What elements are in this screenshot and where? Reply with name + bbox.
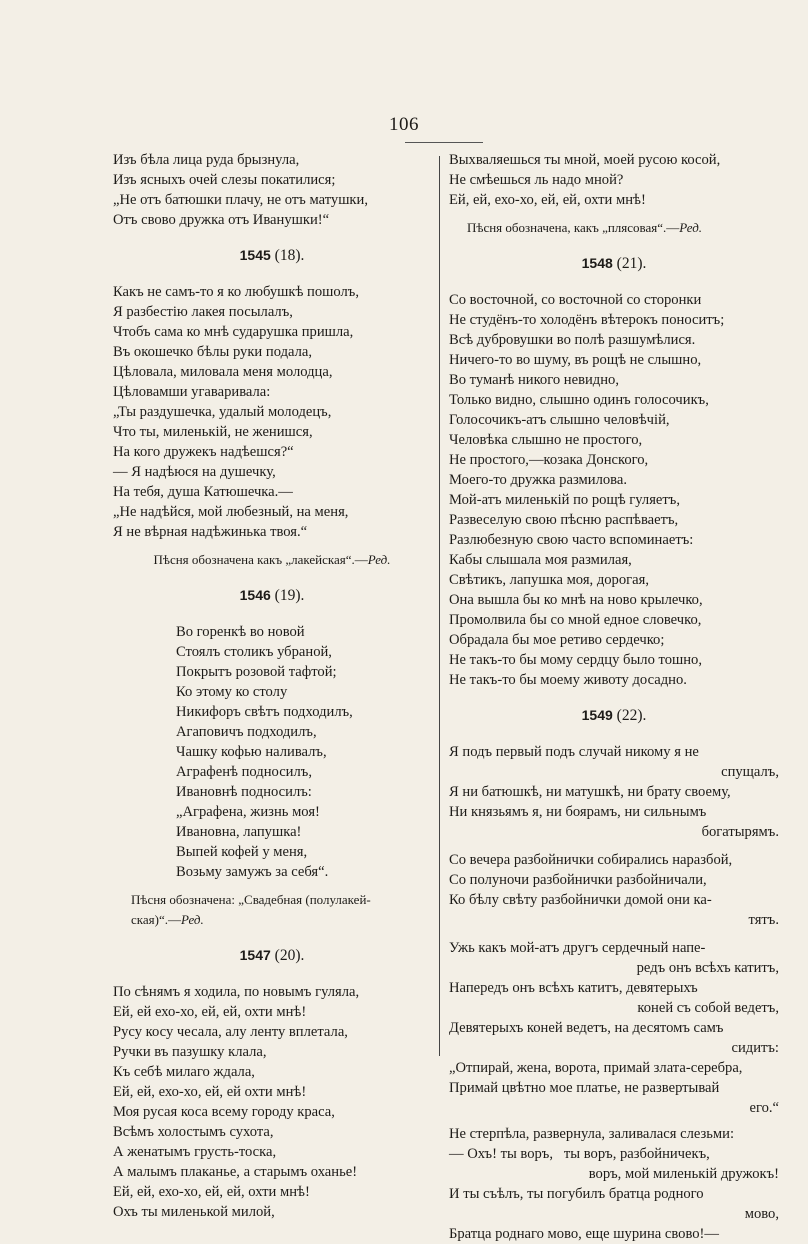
verse-line: Возьму замужъ за себя“. (176, 864, 329, 880)
verse-line: „Отпирай, жена, ворота, примай злата-серебра, (449, 1060, 743, 1076)
page-number: 106 (389, 114, 419, 135)
verse-line: Моя русая коса всему городу краса, (113, 1104, 335, 1120)
verse-line: „Аграфена, жизнь моя! (176, 804, 320, 820)
verse-line: Разлюбезную свою часто вспоминаетъ: (449, 532, 694, 548)
opening-lines (449, 150, 779, 210)
verse-line: Чашку кофью наливалъ, (176, 744, 327, 760)
note-text: Пѣсня обозначена, какъ „плясовая“.— (467, 220, 680, 235)
verse-line: Она вышла бы ко мнѣ на ново крылечко, (449, 592, 703, 608)
verse-line: „Не надѣйся, мой любезный, на меня, (113, 504, 349, 520)
verse-line: И ты съѣлъ, ты погубилъ братца родного (449, 1186, 704, 1202)
song-heading-1545 (113, 245, 431, 266)
verse-line: Напередъ онъ всѣхъ катитъ, девятерыхъ (449, 980, 698, 996)
verse-line: Всѣ дубровушки во полѣ разшумѣлися. (449, 332, 696, 348)
verse-line: Цѣловала, миловала меня молодца, (113, 364, 333, 380)
song-subnumber: (19). (274, 587, 305, 604)
verse-line-continuation: мово, (744, 1206, 779, 1222)
verse-line: Къ себѣ милаго ждала, (113, 1064, 255, 1080)
song-1549-text (449, 742, 779, 1244)
song-number: 1549 (581, 707, 613, 723)
verse-line: Ей, ей, ехо-хо, ей, ей, охти мнѣ! (113, 1184, 310, 1200)
verse-line: Моего-то дружка размилова. (449, 472, 627, 488)
verse-line: Ни князьямъ я, ни боярамъ, ни сильнымъ (449, 804, 707, 820)
song-heading-1546 (113, 585, 431, 606)
verse-line: „Не отъ батюшки плачу, не отъ матушки, (113, 192, 368, 208)
song-subnumber: (20). (274, 947, 305, 964)
stanza (449, 742, 779, 842)
verse-line: Не простого,—козака Донского, (449, 452, 649, 468)
verse-line: Что ты, миленькій, не женишся, (113, 424, 313, 440)
song-number: 1547 (239, 947, 271, 963)
verse-line: Стоялъ столикъ убраной, (176, 644, 332, 660)
verse-line: Я ни батюшкѣ, ни матушкѣ, ни брату своему, (449, 784, 731, 800)
verse-line: А малымъ плаканье, а старымъ оханье! (113, 1164, 358, 1180)
song-1548-text (449, 290, 779, 690)
verse-line: А женатымъ грусть-тоска, (113, 1144, 277, 1160)
verse-line: Примай цвѣтно мое платье, не развертывай (449, 1080, 720, 1096)
song-number: 1545 (239, 247, 271, 263)
verse-line: Свѣтикъ, лапушка моя, дорогая, (449, 572, 649, 588)
editor-note (449, 218, 779, 238)
verse-line: Выпей кофей у меня, (176, 844, 308, 860)
verse-line: Обрадала бы мое ретиво сердечко; (449, 632, 665, 648)
verse-line: Аграфенѣ подносилъ, (176, 764, 312, 780)
song-subnumber: (22). (616, 707, 647, 724)
verse-line: Со полуночи разбойнички разбойничали, (449, 872, 707, 888)
verse-line: Я не вѣрная надѣжинька твоя.“ (113, 524, 308, 540)
song-subnumber: (18). (274, 247, 305, 264)
header-rule (405, 142, 483, 143)
verse-line-continuation: редъ онъ всѣхъ катитъ, (636, 960, 779, 976)
verse-line: Выхваляешься ты мной, моей русою косой, (449, 152, 721, 168)
verse-line: На кого дружекъ надѣешся?“ (113, 444, 294, 460)
verse-line: Не стерпѣла, развернула, заливалася слезьми: (449, 1126, 735, 1142)
verse-line: Ей, ей, ехо-хо, ей, ей, охти мнѣ! (449, 192, 646, 208)
verse-line-continuation: тятъ. (748, 912, 779, 928)
verse-line: — Охъ! ты воръ, ты воръ, разбойничекъ, (449, 1146, 710, 1162)
verse-line-continuation: богатырямъ. (701, 824, 779, 840)
verse-line: Чтобъ сама ко мнѣ сударушка пришла, (113, 324, 354, 340)
verse-line: Ужь какъ мой-атъ другъ сердечный напе- (449, 940, 706, 956)
verse-line: Отъ свово дружка отъ Иванушки!“ (113, 212, 330, 228)
verse-line: Я подъ первый подъ случай никому я не (449, 744, 699, 760)
verse-line: Голосочикъ-атъ слышно человѣчій, (449, 412, 670, 428)
verse-line: Во туманѣ никого невидно, (449, 372, 619, 388)
verse-line: Ей, ей ехо-хо, ей, ей, охти мнѣ! (113, 1004, 307, 1020)
verse-line: Ко бѣлу свѣту разбойнички домой они ка- (449, 892, 712, 908)
opening-lines (113, 150, 431, 230)
verse-line: Мой-атъ миленькій по рощѣ гуляетъ, (449, 492, 680, 508)
verse-line: Ивановнѣ подносилъ: (176, 784, 312, 800)
verse-line: Въ окошечко бѣлы руки подала, (113, 344, 313, 360)
verse-line: Не такъ-то бы мому сердцу было тошно, (449, 652, 702, 668)
stanza (449, 938, 779, 1118)
editor-abbrev: Ред. (367, 552, 391, 567)
verse-line: По сѣнямъ я ходила, по новымъ гуляла, (113, 984, 360, 1000)
verse-line: Только видно, слышно одинъ голосочикъ, (449, 392, 709, 408)
verse-line: Со вечера разбойнички собирались наразбой, (449, 852, 733, 868)
verse-line: „Ты раздушечка, удалый молодецъ, (113, 404, 332, 420)
verse-line: Промолвила бы со мной едное словечко, (449, 612, 702, 628)
verse-line: Человѣка слышно не простого, (449, 432, 643, 448)
note-text: Пѣсня обозначена какъ „лакейская“.— (153, 552, 368, 567)
column-divider (439, 156, 440, 1056)
song-1545-text (113, 282, 431, 542)
verse-line: Не смѣешься ль надо мной? (449, 172, 624, 188)
verse-line: Охъ ты миленькой милой, (113, 1204, 275, 1220)
verse-line: Покрытъ розовой тафтой; (176, 664, 337, 680)
verse-line: Не такъ-то бы моему животу досадно. (449, 672, 687, 688)
verse-line: На тебя, душа Катюшечка.— (113, 484, 293, 500)
song-heading-1548 (449, 253, 779, 274)
verse-line-continuation: спущалъ, (721, 764, 779, 780)
song-heading-1547 (113, 945, 431, 966)
verse-line: Я разбестію лакея посылалъ, (113, 304, 293, 320)
verse-line: Девятерыхъ коней ведетъ, на десятомъ самъ (449, 1020, 724, 1036)
song-number: 1548 (581, 255, 613, 271)
stanza (449, 1124, 779, 1244)
right-column (449, 150, 779, 1244)
left-column (113, 150, 431, 1222)
verse-line: Какъ не самъ-то я ко любушкѣ пошолъ, (113, 284, 359, 300)
verse-line: Всѣмъ холостымъ сухота, (113, 1124, 274, 1140)
verse-line: Никифоръ свѣтъ подходилъ, (176, 704, 353, 720)
verse-line: Развеселую свою пѣсню распѣваетъ, (449, 512, 679, 528)
editor-note (113, 890, 431, 930)
verse-line: Со восточной, со восточной со сторонки (449, 292, 702, 308)
verse-line: Ничего-то во шуму, въ рощѣ не слышно, (449, 352, 702, 368)
stanza (449, 850, 779, 930)
verse-line: Ивановна, лапушка! (176, 824, 302, 840)
verse-line: Во горенкѣ во новой (176, 624, 305, 640)
verse-line-continuation: воръ, мой миленькій дружокъ! (588, 1166, 779, 1182)
verse-line: Агаповичъ подходилъ, (176, 724, 317, 740)
verse-line: Не студёнъ-то холодёнъ вѣтерокъ поноситъ; (449, 312, 725, 328)
verse-line: — Я надѣюся на душечку, (113, 464, 276, 480)
verse-line-continuation: сидитъ: (731, 1040, 779, 1056)
note-text: ская)“.— (131, 912, 181, 927)
song-1546-text (113, 622, 431, 882)
editor-abbrev: Ред. (679, 220, 703, 235)
verse-line: Русу косу чесала, алу ленту вплетала, (113, 1024, 348, 1040)
verse-line-continuation: коней съ собой ведетъ, (637, 1000, 779, 1016)
verse-line: Цѣловамши угаваривала: (113, 384, 271, 400)
song-1547-text (113, 982, 431, 1222)
song-heading-1549 (449, 705, 779, 726)
verse-line: Ручки въ пазушку клала, (113, 1044, 267, 1060)
editor-abbrev: Ред. (181, 912, 204, 927)
editor-note (113, 550, 431, 570)
note-text: Пѣсня обозначена: „Свадебная (полулакей- (131, 892, 371, 907)
song-number: 1546 (239, 587, 271, 603)
verse-line: Изъ бѣла лица руда брызнула, (113, 152, 300, 168)
verse-line-continuation: его.“ (749, 1100, 779, 1116)
verse-line: Изъ ясныхъ очей слезы покатилися; (113, 172, 336, 188)
verse-line: Ей, ей, ехо-хо, ей, ей охти мнѣ! (113, 1084, 307, 1100)
verse-line: Ко этому ко столу (176, 684, 288, 700)
verse-line: Братца роднаго мово, еще шурина свово!— (449, 1226, 719, 1242)
verse-line: Кабы слышала моя размилая, (449, 552, 632, 568)
song-subnumber: (21). (616, 255, 647, 272)
